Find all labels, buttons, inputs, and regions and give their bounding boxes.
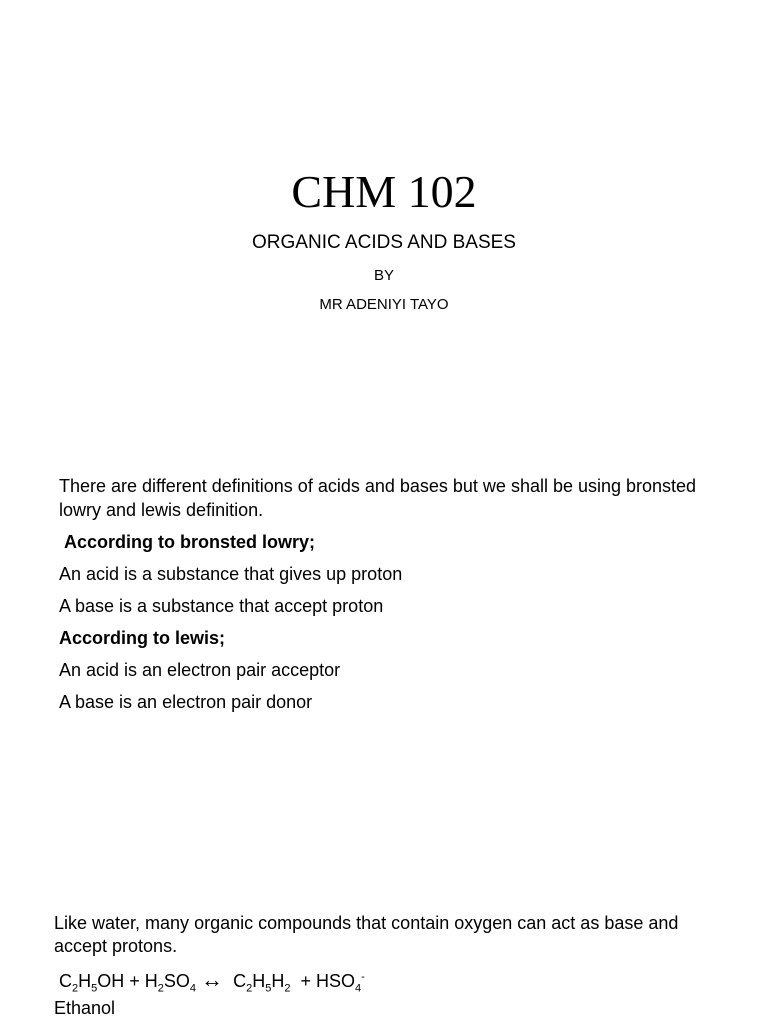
- eq-hso-sup: -: [361, 971, 365, 983]
- eq-so-sub: 4: [189, 982, 197, 995]
- slide-title: CHM 102: [291, 166, 477, 217]
- eq-hso-sub: 4: [354, 982, 362, 995]
- eq-c1-sub: 2: [72, 982, 79, 995]
- bronsted-heading: According to bronsted lowry;: [64, 532, 316, 552]
- eq-so: SO: [163, 971, 190, 991]
- by-line: BY: [373, 267, 394, 284]
- definitions-intro: There are different definitions of acids and bases but we shall be using bronsted lowry and lewis definition.: [59, 476, 707, 520]
- eq-c1: C: [59, 971, 72, 991]
- lewis-heading: According to lewis;: [59, 628, 226, 648]
- eq-plus-hso: + HSO: [300, 971, 355, 991]
- author-name: MR ADENIYI TAYO: [319, 296, 449, 313]
- eq-c2: C: [233, 971, 247, 991]
- ethanol-label: Ethanol: [54, 998, 116, 1018]
- bronsted-base-definition: A base is a substance that accept proton: [59, 596, 384, 616]
- eq-h1-sub: 5: [91, 982, 98, 995]
- eq-h2-sub: 2: [157, 982, 164, 995]
- slide-subtitle: ORGANIC ACIDS AND BASES: [252, 232, 516, 253]
- eq-oh-plus: OH + H: [97, 971, 158, 991]
- reaction-section: [54, 912, 734, 1020]
- lewis-base-definition: A base is an electron pair donor: [59, 692, 313, 712]
- eq-h4: H: [271, 971, 285, 991]
- equilibrium-arrow-icon: ↔: [201, 967, 224, 992]
- reaction-intro: Like water, many organic compounds that contain oxygen can act as base and accept protons.: [54, 913, 679, 956]
- bronsted-acid-definition: An acid is a substance that gives up proton: [59, 564, 403, 584]
- lewis-acid-definition: An acid is an electron pair acceptor: [59, 660, 341, 680]
- reaction-equation: [54, 968, 734, 993]
- eq-h3-sub: 5: [265, 982, 272, 995]
- eq-c2-sub: 2: [246, 982, 253, 995]
- definitions-section: [59, 474, 719, 722]
- eq-h3: H: [252, 971, 266, 991]
- eq-h1: H: [78, 971, 92, 991]
- eq-h4-sub: 2: [284, 982, 291, 995]
